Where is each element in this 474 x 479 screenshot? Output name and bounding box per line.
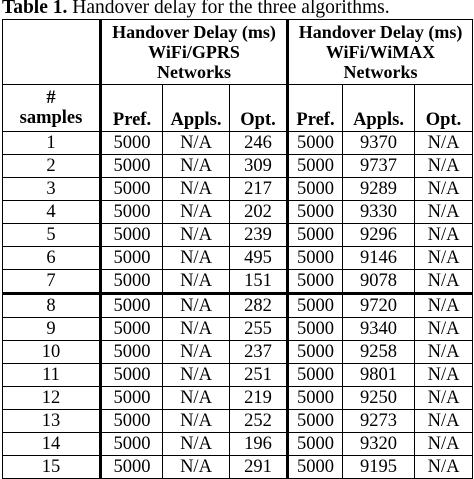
cell-appls-wimax: 9320 xyxy=(343,433,415,456)
cell-samples: 8 xyxy=(3,294,101,318)
cell-pref-wimax: 5000 xyxy=(288,132,343,155)
cell-opt-wimax: N/A xyxy=(415,341,473,364)
header-group-wifi-wimax-line-2: WiFi/WiMAX xyxy=(325,42,436,62)
table-caption xyxy=(2,0,390,19)
cell-appls-wimax: 9273 xyxy=(343,410,415,433)
cell-appls-wimax: 9078 xyxy=(343,270,415,294)
cell-appls-gprs: N/A xyxy=(163,341,230,364)
table-row xyxy=(3,294,473,318)
cell-pref-wimax: 5000 xyxy=(288,387,343,410)
cell-pref-wimax: 5000 xyxy=(288,410,343,433)
cell-appls-wimax: 9340 xyxy=(343,318,415,341)
cell-opt-wimax: N/A xyxy=(415,456,473,479)
cell-pref-gprs: 5000 xyxy=(101,224,163,247)
table-row xyxy=(3,318,473,341)
cell-opt-gprs: 246 xyxy=(230,132,288,155)
table-caption-text: Handover delay for the three algorithms. xyxy=(67,0,390,18)
cell-appls-gprs: N/A xyxy=(163,178,230,201)
cell-samples: 13 xyxy=(3,410,101,433)
cell-appls-gprs: N/A xyxy=(163,318,230,341)
table-row xyxy=(3,201,473,224)
table-row xyxy=(3,456,473,479)
cell-opt-gprs: 237 xyxy=(230,341,288,364)
cell-pref-wimax: 5000 xyxy=(288,456,343,479)
cell-opt-wimax: N/A xyxy=(415,201,473,224)
table-row xyxy=(3,364,473,387)
cell-opt-wimax: N/A xyxy=(415,270,473,294)
cell-opt-wimax: N/A xyxy=(415,318,473,341)
cell-opt-gprs: 251 xyxy=(230,364,288,387)
table-row xyxy=(3,387,473,410)
header-samples xyxy=(3,85,101,132)
cell-samples: 11 xyxy=(3,364,101,387)
header-col-appls-wimax: Appls. xyxy=(343,85,415,132)
table-row xyxy=(3,155,473,178)
cell-opt-wimax: N/A xyxy=(415,387,473,410)
header-col-appls-gprs: Appls. xyxy=(163,85,230,132)
cell-pref-gprs: 5000 xyxy=(101,201,163,224)
cell-samples: 10 xyxy=(3,341,101,364)
cell-appls-wimax: 9146 xyxy=(343,247,415,270)
table-row xyxy=(3,178,473,201)
table-row xyxy=(3,270,473,294)
cell-opt-wimax: N/A xyxy=(415,178,473,201)
cell-samples: 12 xyxy=(3,387,101,410)
cell-pref-wimax: 5000 xyxy=(288,270,343,294)
handover-delay-table xyxy=(2,19,473,479)
cell-samples: 2 xyxy=(3,155,101,178)
cell-appls-wimax: 9801 xyxy=(343,364,415,387)
cell-pref-gprs: 5000 xyxy=(101,456,163,479)
header-empty-cell xyxy=(3,20,101,85)
cell-appls-gprs: N/A xyxy=(163,247,230,270)
table-row xyxy=(3,341,473,364)
cell-pref-gprs: 5000 xyxy=(101,364,163,387)
cell-pref-wimax: 5000 xyxy=(288,433,343,456)
cell-pref-wimax: 5000 xyxy=(288,364,343,387)
table-caption-label: Table 1. xyxy=(2,0,68,18)
header-samples-line-1: # xyxy=(46,88,56,108)
header-col-pref-gprs: Pref. xyxy=(101,85,163,132)
cell-opt-gprs: 219 xyxy=(230,387,288,410)
cell-pref-wimax: 5000 xyxy=(288,294,343,318)
cell-opt-wimax: N/A xyxy=(415,294,473,318)
cell-pref-gprs: 5000 xyxy=(101,155,163,178)
cell-opt-gprs: 255 xyxy=(230,318,288,341)
cell-opt-gprs: 282 xyxy=(230,294,288,318)
header-group-wifi-wimax xyxy=(288,20,473,85)
cell-opt-wimax: N/A xyxy=(415,247,473,270)
cell-pref-gprs: 5000 xyxy=(101,433,163,456)
cell-appls-wimax: 9330 xyxy=(343,201,415,224)
header-col-opt-gprs: Opt. xyxy=(230,85,288,132)
cell-opt-gprs: 196 xyxy=(230,433,288,456)
cell-appls-gprs: N/A xyxy=(163,387,230,410)
cell-appls-wimax: 9250 xyxy=(343,387,415,410)
cell-appls-gprs: N/A xyxy=(163,132,230,155)
cell-appls-wimax: 9720 xyxy=(343,294,415,318)
cell-pref-gprs: 5000 xyxy=(101,387,163,410)
header-group-wifi-wimax-line-1: Handover Delay (ms) xyxy=(298,22,463,42)
cell-appls-gprs: N/A xyxy=(163,410,230,433)
cell-samples: 15 xyxy=(3,456,101,479)
cell-opt-wimax: N/A xyxy=(415,433,473,456)
cell-opt-gprs: 252 xyxy=(230,410,288,433)
cell-appls-wimax: 9258 xyxy=(343,341,415,364)
cell-opt-gprs: 151 xyxy=(230,270,288,294)
header-group-wifi-gprs-line-1: Handover Delay (ms) xyxy=(112,22,276,42)
header-group-wifi-wimax-line-3: Networks xyxy=(343,62,418,82)
header-group-row xyxy=(3,20,473,85)
table-row xyxy=(3,410,473,433)
table-row xyxy=(3,132,473,155)
cell-opt-wimax: N/A xyxy=(415,224,473,247)
table-row xyxy=(3,224,473,247)
cell-samples: 6 xyxy=(3,247,101,270)
cell-pref-wimax: 5000 xyxy=(288,318,343,341)
cell-opt-gprs: 239 xyxy=(230,224,288,247)
cell-appls-gprs: N/A xyxy=(163,433,230,456)
cell-appls-wimax: 9296 xyxy=(343,224,415,247)
cell-opt-wimax: N/A xyxy=(415,364,473,387)
cell-appls-wimax: 9370 xyxy=(343,132,415,155)
cell-opt-wimax: N/A xyxy=(415,155,473,178)
cell-pref-wimax: 5000 xyxy=(288,224,343,247)
cell-pref-wimax: 5000 xyxy=(288,178,343,201)
header-group-wifi-gprs-line-3: Networks xyxy=(157,62,231,82)
cell-pref-gprs: 5000 xyxy=(101,270,163,294)
cell-samples: 7 xyxy=(3,270,101,294)
header-group-wifi-gprs-line-2: WiFi/GPRS xyxy=(148,42,240,62)
cell-samples: 14 xyxy=(3,433,101,456)
cell-pref-wimax: 5000 xyxy=(288,341,343,364)
header-col-opt-wimax: Opt. xyxy=(415,85,473,132)
cell-pref-wimax: 5000 xyxy=(288,201,343,224)
cell-pref-wimax: 5000 xyxy=(288,247,343,270)
cell-appls-wimax: 9195 xyxy=(343,456,415,479)
header-column-row xyxy=(3,85,473,132)
cell-pref-gprs: 5000 xyxy=(101,178,163,201)
cell-opt-gprs: 202 xyxy=(230,201,288,224)
cell-opt-gprs: 495 xyxy=(230,247,288,270)
cell-appls-gprs: N/A xyxy=(163,456,230,479)
cell-pref-gprs: 5000 xyxy=(101,132,163,155)
cell-samples: 3 xyxy=(3,178,101,201)
cell-appls-gprs: N/A xyxy=(163,155,230,178)
cell-pref-gprs: 5000 xyxy=(101,318,163,341)
cell-opt-wimax: N/A xyxy=(415,132,473,155)
cell-pref-gprs: 5000 xyxy=(101,410,163,433)
header-group-wifi-gprs xyxy=(101,20,288,85)
header-col-pref-wimax: Pref. xyxy=(288,85,343,132)
cell-samples: 9 xyxy=(3,318,101,341)
cell-appls-gprs: N/A xyxy=(163,364,230,387)
cell-opt-gprs: 217 xyxy=(230,178,288,201)
cell-appls-gprs: N/A xyxy=(163,201,230,224)
cell-opt-gprs: 291 xyxy=(230,456,288,479)
cell-opt-wimax: N/A xyxy=(415,410,473,433)
cell-pref-wimax: 5000 xyxy=(288,155,343,178)
cell-samples: 4 xyxy=(3,201,101,224)
cell-opt-gprs: 309 xyxy=(230,155,288,178)
cell-samples: 5 xyxy=(3,224,101,247)
cell-appls-gprs: N/A xyxy=(163,270,230,294)
cell-samples: 1 xyxy=(3,132,101,155)
header-samples-line-2: samples xyxy=(19,108,83,128)
cell-appls-gprs: N/A xyxy=(163,294,230,318)
table-row xyxy=(3,247,473,270)
cell-pref-gprs: 5000 xyxy=(101,294,163,318)
cell-appls-wimax: 9289 xyxy=(343,178,415,201)
cell-pref-gprs: 5000 xyxy=(101,247,163,270)
cell-pref-gprs: 5000 xyxy=(101,341,163,364)
cell-appls-wimax: 9737 xyxy=(343,155,415,178)
table-row xyxy=(3,433,473,456)
cell-appls-gprs: N/A xyxy=(163,224,230,247)
